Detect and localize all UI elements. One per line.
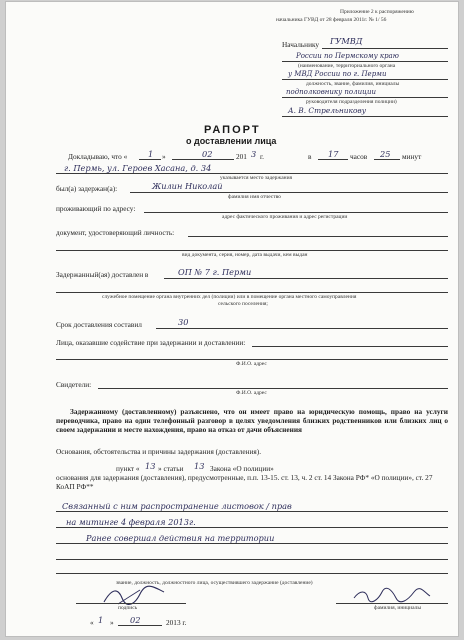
witness-label: Свидетели: xyxy=(56,380,92,389)
grounds-line-5 xyxy=(56,573,448,574)
delivered-line-2 xyxy=(56,292,448,293)
footer-date-year: 2013 г. xyxy=(166,618,187,627)
place-value: г. Пермь, ул. Героев Хасана, д. 34 xyxy=(64,163,212,173)
footer-date-close: » xyxy=(110,618,114,627)
report-hours: 17 xyxy=(328,149,339,159)
report-minutes: 25 xyxy=(380,149,391,159)
delivered-line xyxy=(164,278,448,279)
article-law: Закона «О полиции» xyxy=(210,464,274,473)
appendix-line-2: начальника ГУВД от 28 февраля 2011г. № 1/ 56 xyxy=(276,17,387,23)
place-line xyxy=(56,173,448,174)
article-grounds: основания для задержания (доставления), предусмотренные, п.п. 13-15. ст. 13, ч. 2 ст. 14 Закона РФ* «О полиции», ст. 27 КоАП РФ** xyxy=(56,473,433,491)
place-caption: указывается место задержания xyxy=(220,175,293,181)
footer-date-month: 02 xyxy=(130,615,141,625)
article-punkt: пункт « xyxy=(116,464,140,473)
assist-caption: Ф.И.О. адрес xyxy=(236,361,267,367)
assist-label: Лица, оказавшие содействие при задержании и доставлении: xyxy=(56,338,246,347)
report-day: 1 xyxy=(148,149,154,159)
assist-line-2 xyxy=(56,359,448,360)
report-page xyxy=(6,2,458,636)
footer-date-line xyxy=(118,625,162,626)
report-year-g: г. xyxy=(260,152,264,161)
document-subtitle: о доставлении лица xyxy=(186,136,277,146)
grounds-line-4 xyxy=(56,559,448,560)
article-statya-value: 13 xyxy=(194,461,205,471)
addressee-label: Начальнику xyxy=(282,40,320,49)
address-label: проживающий по адресу: xyxy=(56,204,136,213)
article-statya: » статьи xyxy=(158,464,184,473)
assist-line xyxy=(252,346,448,347)
address-line xyxy=(144,212,448,213)
head-name-value: А. В. Стрельникову xyxy=(288,106,367,115)
grounds-line-1 xyxy=(56,511,448,512)
grounds-hand-line-2: на митинге 4 февраля 2013г. xyxy=(66,517,196,527)
report-in: в xyxy=(308,152,312,161)
org-line-2 xyxy=(282,79,448,80)
org-caption: (наименование, территориального органа xyxy=(298,63,396,69)
report-month-line xyxy=(172,159,234,160)
detained-caption: фамилия имя отчество xyxy=(228,194,281,200)
footer-date-open: « xyxy=(90,618,94,627)
police-rank-value: подполковнику полиции xyxy=(286,88,376,96)
signature-line xyxy=(76,603,186,604)
report-year: 3 xyxy=(251,149,257,159)
id-document-caption: вид документа, серия, номер, дата выдачи, кем выдан xyxy=(182,252,308,258)
footer-date-day: 1 xyxy=(98,615,104,625)
detained-label: был(а) задержан(а): xyxy=(56,184,118,193)
signature-caption: подпись xyxy=(118,605,138,611)
rank-caption: должность, звание, фамилия, инициалы xyxy=(306,81,400,87)
officer-name-handwritten xyxy=(352,586,432,604)
report-minutes-label: минут xyxy=(402,152,422,161)
report-quote: » xyxy=(162,152,166,161)
police-rank-line xyxy=(282,97,448,98)
org-value: России по Пермскому краю xyxy=(296,52,399,60)
head-name-line xyxy=(282,116,448,117)
addressee-line xyxy=(322,48,448,49)
delivered-value: ОП № 7 г. Перми xyxy=(178,267,252,277)
detained-line xyxy=(130,192,448,193)
id-document-label: документ, удостоверяющий личность: xyxy=(56,228,175,237)
rights-text: Задержанному (доставленному) разъяснено, что он имеет право на юридическую помощь, право на услуги переводчика, право на один телефонный разговор в целях уведомления близких родственников или близких лиц о своем задержании и месте нахождения, право на отказ от дачи объяснения xyxy=(56,407,448,434)
addressee-value: ГУМВД xyxy=(330,36,363,46)
position-caption: звание, должность, должностного лица, осуществившего задержание (доставление) xyxy=(116,580,313,586)
report-intro: Докладываю, что « xyxy=(68,152,128,161)
officer-name-caption: фамилия, инициалы xyxy=(374,605,422,611)
detained-value: Жилин Николай xyxy=(152,181,223,191)
delivered-label: Задержанный(ая) доставлен в xyxy=(56,270,149,279)
grounds-line-3 xyxy=(56,543,448,544)
report-day-line xyxy=(139,159,161,160)
report-hours-label: часов xyxy=(350,152,368,161)
delivered-caption: служебное помещение органа внутренних дел (полиции) или в помещение органа местного самоуправления xyxy=(102,294,357,300)
article-punkt-value: 13 xyxy=(145,461,156,471)
witness-caption: Ф.И.О. адрес xyxy=(236,390,267,396)
org-line xyxy=(282,61,448,62)
id-document-line-2 xyxy=(56,250,448,251)
delivered-caption-2: сельского поселения; xyxy=(218,301,268,307)
appendix-line-1: Приложение 2 к распоряжению xyxy=(340,9,414,15)
document-title: РАПОРТ xyxy=(204,124,261,136)
id-document-line xyxy=(188,236,448,237)
report-hours-line xyxy=(318,159,348,160)
report-year-prefix: 201 xyxy=(236,152,247,161)
grounds-hand-line-1: Связанный с ним распространение листовок / прав xyxy=(62,501,292,511)
term-line xyxy=(156,328,448,329)
org-value-2: у МВД России по г. Перми xyxy=(288,70,387,78)
officer-name-line xyxy=(336,603,448,604)
term-label: Срок доставления составил xyxy=(56,320,142,329)
grounds-hand-line-3: Ранее совершал действия на территории xyxy=(86,533,275,543)
report-month: 02 xyxy=(202,149,213,159)
grounds-line-2 xyxy=(56,527,448,528)
head-caption: руководителя подразделения полиции) xyxy=(306,99,397,105)
witness-line xyxy=(98,388,448,389)
report-minutes-line xyxy=(374,159,400,160)
address-caption: адрес фактического проживания и адрес регистрации xyxy=(222,214,348,220)
grounds-label: Основания, обстоятельства и причины задержания (доставления). xyxy=(56,447,262,456)
term-value: 30 xyxy=(178,317,189,327)
